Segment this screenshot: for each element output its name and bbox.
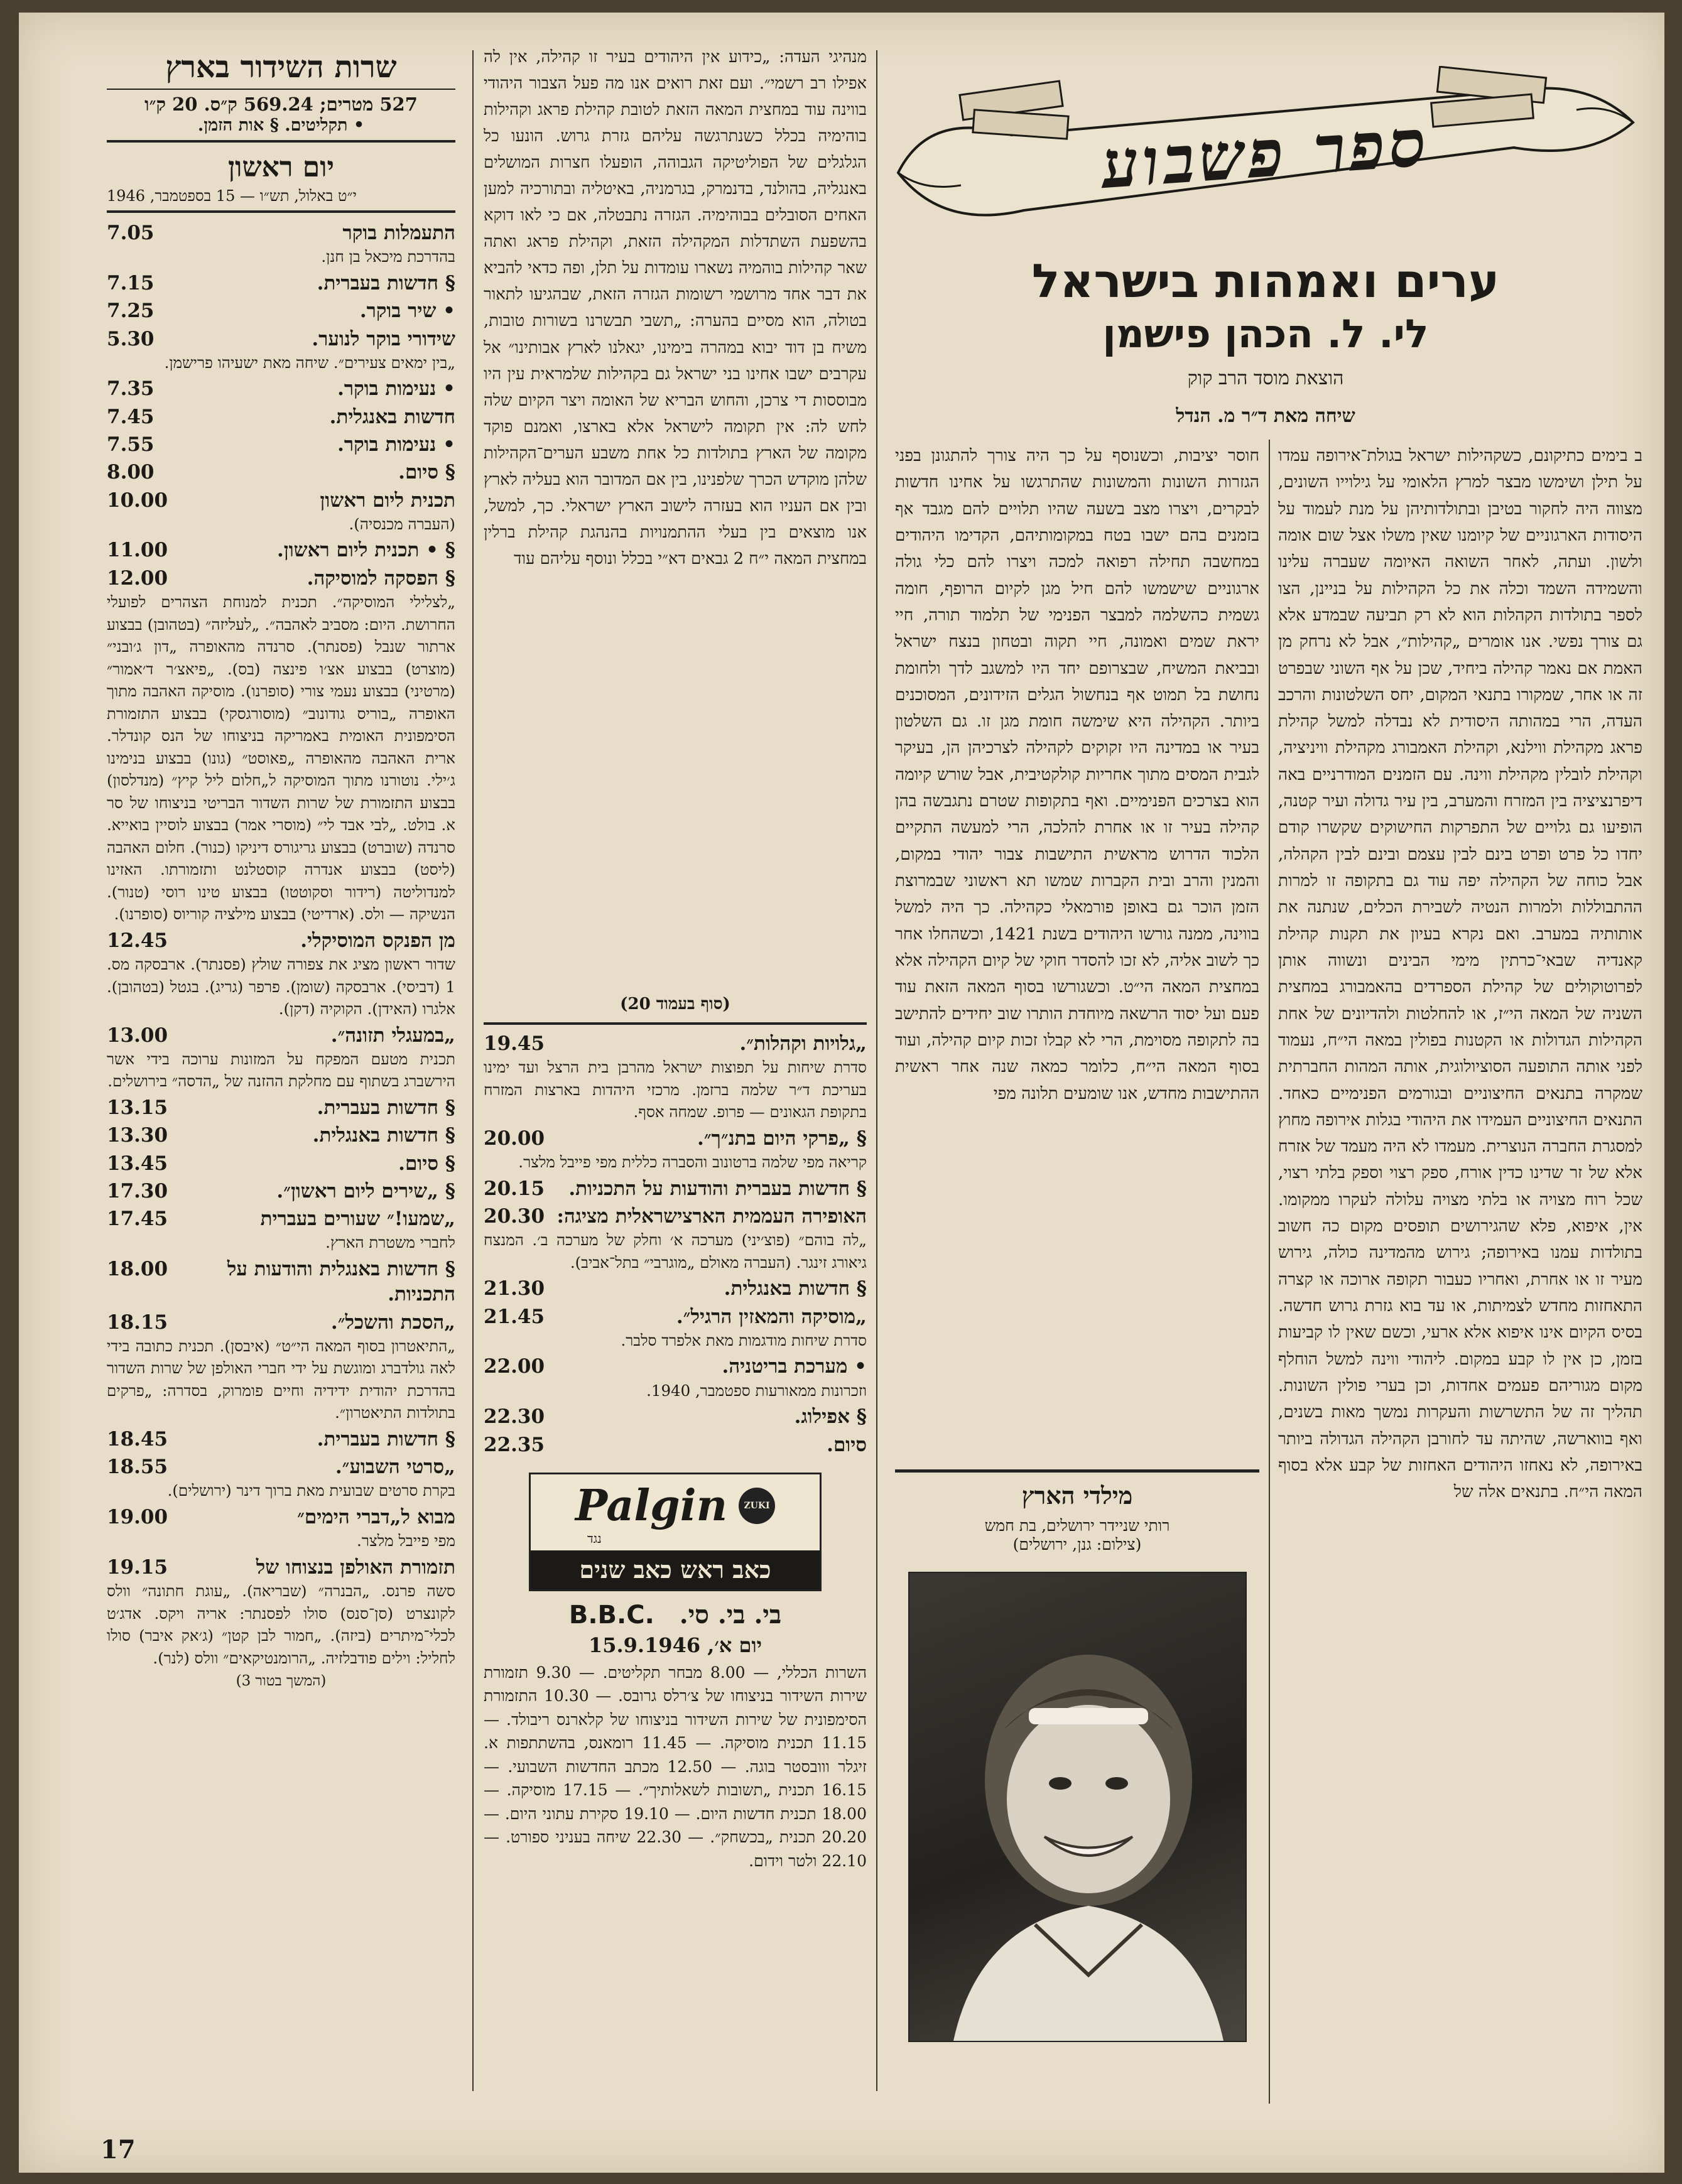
schedule-entry (107, 271, 455, 296)
schedule-title: § חדשות באנגלית. (724, 1277, 867, 1300)
schedule-description: שדור ראשון מציג את צפורה שולץ (פסנתר). ארבסקה מס. 1 (דביסי). ארבסקה (שומן). פרפר (גריג). בגטל (בטהובן). אלגרו (האידן). הקוקיה (דקן). (107, 955, 455, 1019)
schedule-entry (107, 1095, 455, 1120)
schedule-entry (107, 298, 455, 323)
schedule-entry (107, 566, 455, 926)
schedule-entry (107, 1123, 455, 1148)
schedule-title: § חדשות באנגלית והודעות על התכניות. (227, 1257, 455, 1306)
broadcast-date: י״ט באלול, תש״ו — 15 בספטמבר, 1946 (107, 187, 357, 205)
schedule-entry (107, 928, 455, 1020)
schedule-time: 8.00 (107, 461, 155, 484)
schedule-title: „שמעו!״ שעורים בעברית (260, 1208, 455, 1231)
palgin-ad (529, 1473, 822, 1591)
photo-credit: (צילום: גנן, ירושלים) (1012, 1535, 1142, 1554)
schedule-entry (107, 488, 455, 536)
schedule-title: § חדשות בעברית. (317, 1427, 455, 1451)
schedule-time: 5.30 (107, 327, 155, 350)
broadcast-frequency: 527 מטרים; 569.24 ק״ס. 20 ק״ו (144, 94, 418, 116)
schedule-time: 7.05 (107, 222, 155, 245)
schedule-title: § חדשות בעברית. (317, 1096, 455, 1119)
schedule-entry (484, 1354, 867, 1402)
schedule-title: „גלויות וקהלות״. (739, 1032, 867, 1055)
schedule-time: 21.45 (484, 1305, 545, 1328)
schedule-title: התעמלות בוקר (342, 222, 455, 245)
schedule-time: 10.00 (107, 489, 168, 512)
schedule-time: 20.00 (484, 1127, 545, 1150)
schedule-time: 7.35 (107, 377, 155, 401)
article-author: לי. ל. הכהן פישמן (1102, 311, 1429, 357)
schedule-title: § „שירים ליום ראשון״. (276, 1179, 455, 1203)
schedule-title: שידורי בוקר לנוער. (312, 327, 455, 350)
schedule-time: 18.15 (107, 1311, 168, 1334)
schedule-title: מבוא ל„דברי הימים״ (297, 1505, 455, 1528)
evening-schedule-list (484, 1031, 867, 1457)
schedule-time: 21.30 (484, 1277, 545, 1300)
book-banner (886, 66, 1646, 232)
schedule-time: 13.00 (107, 1024, 168, 1047)
schedule-title: מן הפנקס המוסיקלי. (300, 929, 455, 952)
schedule-time: 19.45 (484, 1032, 545, 1055)
schedule-description: בהדרכת מיכאל בן חנן. (321, 247, 455, 266)
schedule-entry (107, 1310, 455, 1424)
schedule-title: § חדשות בעברית והודעות על התכניות. (568, 1177, 867, 1200)
child-portrait-icon (909, 1573, 1245, 2041)
schedule-entry (107, 1555, 455, 1669)
schedule-title: „הסכת והשכל״. (330, 1311, 455, 1334)
schedule-description: „בין ימאים צעירים״. שיחה מאת ישעיהו פרישמן. (164, 353, 455, 372)
schedule-description: תכנית מטעם המפקח על המזונות ערוכה בידי אשר הירשברג בשתוף עם מחלקת ההזנה של „הדסה״ בירושלים. (107, 1049, 455, 1091)
schedule-time: 19.15 (107, 1555, 168, 1579)
schedule-time: 17.45 (107, 1208, 168, 1231)
schedule-time: 7.55 (107, 433, 155, 456)
palgin-tagline: כאב ראש כאב שנים (531, 1550, 820, 1589)
bbc-text: השרות הכללי, — 8.00 מבחר תקליטים. — 9.30 תזמורת שירות השידור בניצוחו של צ׳רלס גרובס. — 10.30 התזמורת הסימפונית של שירות השידור בניצוחו של קלארנס ריבולד. — 11.15 תכנית מוסיקה. — 11.45 רומאנס, בהשתתפות א. זיגלר ווובסטר בוגה. — 12.50 מכתב החדשות השבועי. — 16.15 תכנית „תשובות לשאלותיך״. — 17.15 מוסיקה. — 18.00 תכנית חדשות היום. — 19.10 סקירת עתוני היום. — 20.20 תכנית „בכשחק״. — 22.30 שיחה בעניני ספורט. — 22.10 ולטר וידום. (484, 1663, 867, 1870)
schedule-time: 7.25 (107, 300, 155, 323)
schedule-description: „לצלילי המוסיקה״. תכנית למנוחת הצהרים לפועלי החרושת. היום: מסביב לאהבה״. „לעליזה״ (בטהובן) בבצוע ארתור שנבל (פסנתר). סרנדה מהאופרה „דון ג׳ובני״ (מוצרט) בבצוע אצ׳ו פינצה (בס). „פיאצ׳ר ד׳אמור״ (מרטיני) בבצוע נעמי צורי (סופרנו). מוסיקה האהבה מתוך האופרה „בוריס גודונוב״ (מוסורגסקי) בבצוע התזמורת הסימפונית האומית באמריקה בניצוחו של הנס קונדלר. ארית האהבה מהאופרה „פאוסט״ (גונו) בבצוע בנימינו ג׳ילי. נוטורנו מתוך המוסיקה ל„חלום ליל קיץ״ (מנדלסון) בבצוע התזמורת של שרות השדור הבריטי בניצוחו של סר א. בולט. „לבי אבד לי״ (מוסרי אמר) בבצוע לוסיין בואייא. סרנדה (שוברט) בבצוע גריגורס דיניקו (כנור). חלום האהבה (ליסט) בבצוע אנדרה קוסטלנט ותזמורתו. האזינו למנדוליטה (רידור וסקוטטו) בבצוע טינו רוסי (טנור). הנשיקה — ולס. (ארדיטי) בבצוע מילציה קוריוס (סופרנו). (107, 593, 455, 924)
schedule-title: האופירה העממית הארצישראלית מציגה: (556, 1204, 867, 1228)
bbc-title-en: B.B.C. (568, 1600, 654, 1630)
photo-caption: רותי שניידר ירושלים, בת חמש (984, 1516, 1170, 1535)
schedule-description: לחברי משטרת הארץ. (325, 1233, 455, 1252)
schedule-time: 18.45 (107, 1427, 168, 1451)
schedule-title: „סרטי השבוע״. (335, 1456, 455, 1479)
schedule-time: 19.00 (107, 1505, 168, 1528)
schedule-entry (484, 1176, 867, 1201)
schedule-entry (107, 327, 455, 374)
schedule-entry (484, 1204, 867, 1273)
schedule-description: „התיאטרון בסוף המאה הי״ט״ (איבסן). תכנית כתובה בידי לאה גולדברג ומוגשת על ידי חברי האולפן של שרות השדור בהדרכת יהודית ידידיה וחיים פומרוק, בסדרה: „פרקים בתולדות התיאטרון״. (107, 1336, 455, 1422)
schedule-entry (107, 1454, 455, 1502)
schedule-time: 7.45 (107, 405, 155, 428)
schedule-entry (484, 1031, 867, 1123)
schedule-time: 7.15 (107, 272, 155, 295)
schedule-title: תכנית ליום ראשון (320, 489, 455, 512)
broadcast-legend: • תקליטים. § אות הזמן. (197, 116, 365, 136)
schedule-time: 20.15 (484, 1177, 545, 1200)
schedule-entry (107, 1023, 455, 1093)
schedule-entry (107, 460, 455, 485)
article-body-left: חוסר יציבות, וכשנוסף על כך היה צורך להתגונן בפני הגזרות השונות והמשונות שהתרגשו על אחינו חדשות לבקרים, ויצרו מצב בשעה שהיו תלויים להם מגבד אף בזמנים בהם ישבו בטח במקומותיהם, הקדימו היהודים במחשבה תחילה רפואה למכה ויצרו להם כלי גולה ארגוניים שישמשו להם חיל מגן לקיום הרופף, חומה גשמית כהשלמה למבצר הפנימי של תלמוד תורה, חיי יראת שמים ואמונה, חיי תקוה ובטחון בנצח ישראל ובביאת המשיח, שבצרופם יחד היו למשגב לדך ולחומת נחושת בל תמוט אף בנחשול הגלים הזידונים, המסוכנים ביותר. הקהילה היא שימשה חומת מגן זו. גם השלטון בעיר או במדינה היו זקוקים לקהילה לצרכיהן הן, בעיקר לגבית המסים מתוך אחריות קולקטיבית, אבל שורש קיומה הוא בצרכים הפנימיים. ואף בתקופות שטרם נתגבשה בהן קהילה בעיר זו או אחרת להלכה, הרי למעשה התקיים הלכוד הדרוש מראשית התישבות צבור יהודי במקום, והמנין והרב ובית הקברות שמשו תא ראשוני שבמרוצת הזמן הוכר גם באופן פורמאלי כקהילה. כך היה למשל בווינה, ממנה גורשו היהודים בשנת 1421, וכשהחלו אחר כך לשוב אליה, לא זכו להסדר חוקי של קיום הקהילה אלא במחצית המאה הי״ט. וכשגורשו בסוף המאה הזאת עוד פעם ועל יסוד הרשאה מיוחדת הותרו שוב יחידים להתישב בה לתקופה מסוימת, הרי לא קבלו זכות קיום קהילה, ועוד בסוף המאה הי״ח, כלומר כמאה שנה אחר ראשית ההתישבות מחדש, אנו שומעים תלונה מפי (895, 446, 1259, 1103)
schedule-entry (107, 432, 455, 457)
schedule-entry (107, 1505, 455, 1552)
schedule-title: סיום. (827, 1433, 867, 1456)
bbc-block (484, 1600, 867, 1873)
schedule-title: § • תכנית ליום ראשון. (277, 539, 455, 562)
schedule-time: 17.30 (107, 1179, 168, 1203)
schedule-entry (484, 1432, 867, 1457)
photo-heading: מילדי הארץ (1021, 1481, 1133, 1510)
schedule-title: § חדשות באנגלית. (312, 1124, 455, 1147)
schedule-title: • מערכת בריטניה. (722, 1355, 867, 1378)
schedule-time: 22.30 (484, 1405, 545, 1429)
continuation-text: מנהיגי העדה: „כידוע אין היהודים בעיר זו קהילה, אין לה אפילו רב רשמי״. ועם זאת רואים אנו מה פעל הצבור היהודי בווינה עוד במחצית המאה הזאת לטובת קהילת פראג וקהילות בוהימיה בכלל כשנתרגשה עליהם גזרת גרוש. הונעו כל הגלגלים של הפוליטיקה הגבוהה, הופעלו חצרות המושלים באנגליה, בהולנד, בדנמרק, בגרמניה, באיטליה ובתורכיה למען האחים הסובלים בבוהימיה. הגזרה נתבטלה, אם כי לאו דוקא בהשפעת השתדלות המקהילה הזאת, וקהילת פראג ואתה שאר קהילות בוהמיה נשארו עומדות על תלן, ופה כדאי להביא את דבר אחד מרושמי רשומות הגזרה הזאת, שבהגיעו לתאור בטולה, הוא מסיים בהערה: „תשבי תבשרנו בשורות טובות, משיח בן דוד יבוא במהרה בימינו, יגאלנו לארץ אבותינו״ אל עקרבים ישבו אחינו בני ישראל גם בקהילות שלמראית עין היו מבוססות די צרכן, והחוש הבריא של האומה ויצר הקיום שלה לחש לה: אין תקומה לישראל אלא בארצו, ואמנם פוקד מקומה של הארץ בתולדות כל אחת משבע הערים־הקהילות שלהן מוקדש הכרך שלפנינו, בין אם המדובר הוא בעליה לארץ ובין אם העניו הוא בעזרה לישוב הארץ ישראלי. כך, למשל, אנו מוצאים בין בעלי ההתמנויות בהנהגת קהילת ברלין במחצית המאה י״ח 2 גבאים דא״י בכלל ונוסף עליהם עוד (484, 48, 867, 568)
schedule-description: סדרת שיחות על תפוצות ישראל מהרבן בית הרצל ועד ימינו בעריכת ד״ר שלמה ברזמן. מרכזי היהדות בארצות המזרח בתקופת הגאונים — פרופ. שמחה אסף. (484, 1058, 867, 1122)
page-number: 17 (100, 2135, 136, 2165)
schedule-title: § סיום. (398, 461, 455, 484)
schedule-description: (העברה מכנסיה). (349, 514, 455, 533)
schedule-time: 18.55 (107, 1456, 168, 1479)
schedule-description: סשה פרנס. „הבנרה״ (שבריאה). „עוגת חתונה״ וולס לקונצרט (סן־סנס) סולו לפסנתר: אריה ויקס. אדג׳ט לכלי־מיתרים (ביזה). „חמור לבן קטן״ (ג׳אק איבר) סולו לחליל: וילים פודבלזיה. „הרומנטיקאים״ וולס (לנר). (107, 1582, 455, 1667)
schedule-description: בקרת סרטים שבועית מאת ברוך דינר (ירושלים). (167, 1481, 455, 1500)
schedule-entry (107, 1257, 455, 1307)
newspaper-page (19, 13, 1664, 2173)
schedule-time: 20.30 (484, 1204, 545, 1228)
article-body-right: ב בימים כתיקונם, כשקהילות ישראל בגולת־אירופה עמדו על תילן ושימשו מבצר למרץ הלאומי על גילוייו השונים, מצווה היה לחקור בטיבן ובתולדותיהן על מנת לעמוד על היסודות הארגוניים של קיומנו שאין משלו אצל שום אומה ולשון. ועתה, לאחר השואה האיומה שעברה עלינו והשמידה השמד וכלה את כל הקהילות על בניינן, הצו לספר בתולדות הקהלות הוא לא רק תביעה שבמדע אלא גם צורך נפשי. אנו אומרים „קהילות״, אבל לא נרחק מן האמת אם נאמר קהילה ביחיד, שכן על אף השוני שבפרט זה או אחר, שמקורו בתנאי המקום, יחס השלטונות והרכב העדה, הרי במהותה היסודית לא נבדלה למשל קהילת פראג מקהילת ווילנא, וקהילת האמבורג מקהילת וויניציה, וקהילת לובלין מקהילת ווינה. עם הזמנים המודרניים באה דיפרנציציה בין המזרח והמערב, בין עיר גדולה ועיר קטנה, הופיעו גם גלויים של התפרקות החישוקים שקשרו קודם יחדו כל פרט ופרט בינם לבין עצמם ובינם לבין הקהלה, אבל כוחה של הקהילה יפה עוד גם בתקופה זו למרות ההתבוללות ולמרות הנטיה לשבירת הכלים, שנתנה את אותותיה במערב. ואם נקרא בעיון את תקנות קהילת קאנדיה שבאי־כרתין מימי הבינים ונשווה אותן לפרוטוקולים של קהילת הספרדים בהאמבורג במחצית השניה של המאה הי״ז, או להחלטות ולהדיונים של אחת הקהילות הגדולות או הקטנות בפולין במאה הי״ח, נעמוד לפני אותה התופעה הסוציולוגית, אותה המהות החברתית שמקרה בתנאים החיצוניים ובגורמים הפנימיים כאחד. התנאים החיצוניים העמידו את היהודי בגלות אירופה מחוץ למסגרת החברה הנוצרית. מעמדו לא היה מעמד של אזרח אלא של זר שדינו כדין אורח, ספק רצוי וספק בלתי רצוי, שכל רוח מצויה או בלתי מצויה עלולה לעקרו ממקומו. אין, איפוא, פלא שהגירושים תופסים מקום כה חשוב בתולדות עמנו באירופה; גירוש מהמדינה כולה, גירוש מעיר זו או אחרת, ואחריו כעבור תקופה ארוכה או קצרה התאחזות מחדש לצמיתות, או עד בוא גזרת גרוש חדשה. בסיס הקיום אינו איפוא אלא ארעי, וכשם שאין לו קביעות בזמן, כן אין לו קבע במקום. ליהודי ווינה למשל הוחלף מקום מגוריהם פעמים אחדות, וכן בערי פולין השונות. תהליך זה של התשרשות והעקרות נמשך מאות בשנים, ואף בווארשה, שהיתה עד לחורבן הקהילה הגדולה ביותר באירופה, לא נאחזו היהודים האחזות של קבע אלא בסוף המאה הי״ח. בתנאים אלה של (1278, 446, 1642, 1502)
article-reviewer: שיחה מאת ד״ר מ. הנדל (1176, 405, 1355, 427)
schedule-time: 12.45 (107, 929, 168, 952)
schedule-title: § חדשות בעברית. (317, 272, 455, 295)
schedule-description: „לה בוהם״ (פוצ׳יני) מערכה א׳ וחלק של מערכה ב׳. המנצח גיאורג זינגר. (העברה מאולם „מוגרבי״ בתל־אביב). (484, 1231, 867, 1272)
continuation-footer: (סוף בעמוד 20) (620, 995, 730, 1014)
schedule-time: 12.00 (107, 566, 168, 590)
zuki-badge-icon: ZUKI (739, 1488, 775, 1524)
schedule-title: § אפילוג. (794, 1405, 867, 1429)
schedule-title: תזמורת האולפן בנצוחו של (256, 1555, 455, 1579)
schedule-time: 18.00 (107, 1257, 168, 1280)
schedule-title: „מוסיקה והמאזין הרגיל״. (676, 1305, 867, 1328)
bbc-title: בי. בי. סי. (679, 1599, 782, 1630)
article-column-right (1278, 443, 1642, 2107)
schedule-title: „במעגלי תזונה״. (330, 1024, 455, 1047)
schedule-entry (484, 1304, 867, 1352)
schedule-entry (107, 1179, 455, 1204)
article-title: ערים ואמהות בישראל (1031, 254, 1500, 308)
schedule-description: מפי פייבל מלצר. (357, 1532, 455, 1550)
schedule-entry (107, 1151, 455, 1176)
schedule-description: וזכרונות ממאורעות ספטמבר, 1940. (646, 1381, 867, 1400)
broadcast-header: שרות השידור בארץ (165, 50, 397, 85)
schedule-time: 13.45 (107, 1152, 168, 1175)
schedule-entry (107, 376, 455, 401)
palgin-brand: Palgin (575, 1480, 728, 1531)
schedule-time: 22.00 (484, 1355, 545, 1378)
schedule-description: סדרת שיחות מודגמות מאת אלפרד סלבר. (621, 1331, 867, 1349)
schedule-description: קריאה מפי שלמה ברטונוב והסברה כללית מפי פייבל מלצר. (518, 1153, 867, 1172)
schedule-title: § „פרקי היום בתנ״ך״. (697, 1127, 867, 1150)
child-photo (908, 1572, 1247, 2042)
schedule-entry (484, 1126, 867, 1174)
schedule-entry (484, 1276, 867, 1301)
schedule-title: • שיר בוקר. (359, 300, 455, 323)
schedule-title: § הפסקה למוסיקה. (307, 566, 455, 590)
schedule-entry (484, 1404, 867, 1429)
bbc-date: יום א׳, 15.9.1946 (588, 1633, 762, 1657)
middle-column (484, 44, 867, 1873)
article-column-left (895, 443, 1259, 2042)
schedule-entry (107, 220, 455, 268)
schedule-time: 13.15 (107, 1096, 168, 1119)
schedule-title: • נעימות בוקר. (337, 377, 455, 401)
schedule-time: 22.35 (484, 1433, 545, 1456)
broadcast-continued: (המשך בטור 3) (236, 1673, 327, 1690)
schedule-entry (107, 538, 455, 563)
broadcast-column (107, 50, 455, 1689)
broadcast-schedule-list (107, 220, 455, 1669)
article-publisher: הוצאת מוסד הרב קוק (1187, 367, 1344, 389)
schedule-entry (107, 404, 455, 430)
broadcast-day: יום ראשון (227, 151, 335, 184)
schedule-time: 11.00 (107, 539, 168, 562)
palgin-small: נגד (587, 1530, 602, 1546)
schedule-title: • נעימות בוקר. (337, 433, 455, 456)
banner-label: ספר פשבוע (1099, 103, 1433, 204)
schedule-time: 13.30 (107, 1124, 168, 1147)
schedule-title: § סיום. (398, 1152, 455, 1175)
schedule-entry (107, 1427, 455, 1452)
schedule-title: חדשות באנגלית. (329, 405, 455, 428)
schedule-entry (107, 1206, 455, 1254)
